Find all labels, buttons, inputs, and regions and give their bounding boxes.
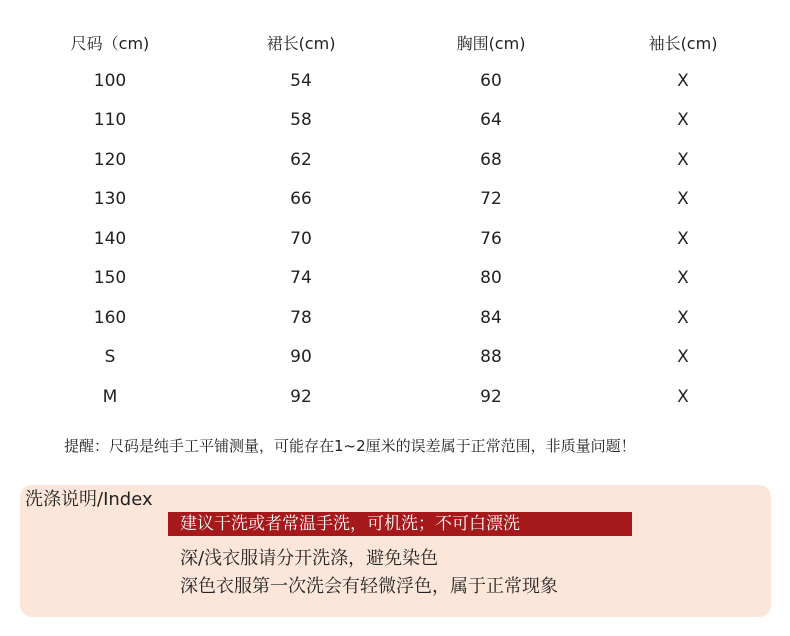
cell-size: 120 — [93, 149, 127, 170]
cell-size: 160 — [93, 307, 127, 328]
cell-chest: 80 — [480, 268, 502, 288]
cell-size: 150 — [93, 268, 127, 288]
cell-sleeve-length: X — [677, 149, 689, 170]
cell-size: 140 — [93, 228, 127, 249]
table-row — [0, 338, 790, 378]
measurement-note: 提醒：尺码是纯手工平铺测量，可能存在1~2厘米的误差属于正常范围，非质量问题！ — [64, 437, 636, 455]
size-table — [0, 22, 790, 417]
care-title: 洗涤说明/Index — [25, 489, 153, 510]
cell-size: M — [102, 386, 118, 407]
cell-sleeve-length: X — [677, 110, 689, 130]
table-row — [0, 141, 790, 181]
cell-chest: 76 — [480, 228, 502, 249]
cell-skirt-length: 54 — [290, 70, 312, 91]
cell-sleeve-length: X — [677, 189, 689, 209]
table-row — [0, 220, 790, 260]
cell-chest: 60 — [480, 70, 502, 91]
cell-skirt-length: 92 — [290, 386, 312, 407]
table-header-row — [0, 22, 790, 62]
cell-chest: 64 — [480, 110, 502, 130]
cell-size: 110 — [93, 110, 127, 130]
care-instructions-panel — [20, 485, 771, 617]
cell-size: 130 — [93, 189, 127, 209]
cell-chest: 92 — [480, 386, 502, 407]
cell-skirt-length: 78 — [290, 307, 312, 328]
cell-skirt-length: 58 — [290, 110, 312, 130]
cell-sleeve-length: X — [677, 347, 689, 367]
table-row — [0, 180, 790, 220]
cell-skirt-length: 66 — [290, 189, 312, 209]
cell-sleeve-length: X — [677, 70, 689, 91]
table-row — [0, 62, 790, 102]
cell-skirt-length: 62 — [290, 149, 312, 170]
cell-size: S — [104, 347, 116, 367]
cell-chest: 72 — [480, 189, 502, 209]
care-line: 深/浅衣服请分开洗涤，避免染色 — [180, 548, 439, 569]
header-size: 尺码（cm) — [70, 34, 150, 53]
cell-sleeve-length: X — [677, 307, 689, 328]
header-sleeve-length: 袖长(cm) — [648, 34, 718, 53]
cell-skirt-length: 70 — [290, 228, 312, 249]
header-skirt-length: 裙长(cm) — [266, 34, 336, 53]
cell-chest: 88 — [480, 347, 502, 367]
cell-chest: 84 — [480, 307, 502, 328]
table-row — [0, 299, 790, 339]
cell-size: 100 — [93, 70, 127, 91]
care-line: 深色衣服第一次洗会有轻微浮色，属于正常现象 — [180, 576, 558, 597]
table-row — [0, 378, 790, 418]
cell-sleeve-length: X — [677, 228, 689, 249]
cell-sleeve-length: X — [677, 268, 689, 288]
table-row — [0, 101, 790, 141]
header-chest: 胸围(cm) — [456, 34, 526, 53]
care-highlight-banner: 建议干洗或者常温手洗，可机洗；不可白漂洗 — [168, 512, 632, 536]
cell-chest: 68 — [480, 149, 502, 170]
cell-sleeve-length: X — [677, 386, 689, 407]
cell-skirt-length: 90 — [290, 347, 312, 367]
table-row — [0, 259, 790, 299]
cell-skirt-length: 74 — [290, 268, 312, 288]
